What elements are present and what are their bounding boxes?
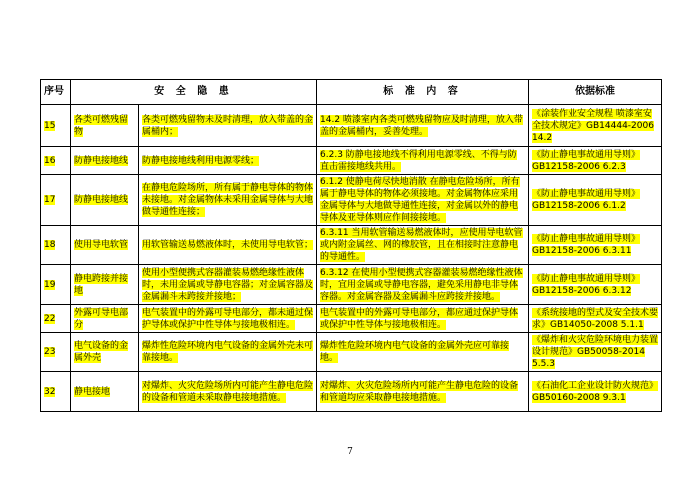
standard-text: 6.1.2 使静电荷尽快地消散 在静电危险场所，所有属于静电导体的物体必须接地。对金属物体应采用金属导体与大地做导通性连接，对金属以外的静电导体及亚导体则应作间接接地。 xyxy=(320,177,520,223)
table-header-row xyxy=(41,80,662,105)
item-name xyxy=(71,105,139,147)
header-hazard: 安 全 隐 患 xyxy=(71,80,317,105)
item-name-text: 静电接地 xyxy=(74,386,111,397)
standard-text: 6.3.11 当用软管输送易燃液体时，应使用导电软管或内附金属丝、网的橡胶管，且在相接时注意静电的导通性。 xyxy=(320,228,523,262)
header-standard: 标 准 内 容 xyxy=(317,80,529,105)
item-name xyxy=(71,333,139,372)
table-row xyxy=(41,333,662,372)
table-row xyxy=(41,372,662,412)
basis-text: 《防止静电事故通用导则》GB12158-2006 6.2.3 xyxy=(532,149,641,172)
standard-cell xyxy=(317,226,529,265)
header-no: 序号 xyxy=(41,80,71,105)
row-number xyxy=(41,105,71,147)
hazard-text: 使用小型便携式容器灌装易燃绝缘性液体时，未用金属或导静电容器；对金属容器及金属漏斗未跨接并接地； xyxy=(142,267,314,302)
hazard-text: 在静电危险场所，所有属于静电导体的物体未接地。对金属物体未采用金属导体与大地做导通性连接； xyxy=(142,183,314,217)
basis-text: 《防止静电事故通用导则》GB12158-2006 6.3.12 xyxy=(532,273,641,296)
row-number-text: 32 xyxy=(44,386,56,397)
basis-cell xyxy=(529,305,662,333)
table-row xyxy=(41,226,662,265)
item-name-text: 电气设备的金属外壳 xyxy=(74,341,129,363)
row-number xyxy=(41,372,71,412)
standard-cell xyxy=(317,305,529,333)
basis-text: 《石油化工企业设计防火规范》GB50160-2008 9.3.1 xyxy=(532,380,659,403)
standard-cell xyxy=(317,265,529,305)
hazard-cell xyxy=(139,175,317,226)
standard-cell xyxy=(317,175,529,226)
item-name xyxy=(71,147,139,175)
row-number xyxy=(41,333,71,372)
standard-cell xyxy=(317,333,529,372)
item-name-text: 静电跨接并接地 xyxy=(74,273,129,296)
item-name-text: 外露可导电部分 xyxy=(74,307,129,330)
hazard-table xyxy=(40,79,662,412)
table-row xyxy=(41,105,662,147)
item-name-text: 使用导电软管 xyxy=(74,240,129,250)
standard-text: 6.3.12 在使用小型便携式容器灌装易燃绝缘性液体时，宜用金属或导静电容器，避免采用静电非导体容器。对金属容器及金属漏斗应跨接并接地。 xyxy=(320,267,523,302)
row-number-text: 19 xyxy=(44,279,56,290)
basis-text: 《防止静电事故通用导则》GB12158-2006 6.1.2 xyxy=(532,189,641,211)
hazard-cell xyxy=(139,265,317,305)
row-number-text: 15 xyxy=(44,120,56,131)
basis-cell xyxy=(529,147,662,175)
hazard-text: 防静电接地线利用电源零线； xyxy=(142,155,260,166)
standard-text: 电气装置中的外露可导电部分，都应通过保护导体或保护中性导体与接地极相连。 xyxy=(320,307,519,330)
hazard-cell xyxy=(139,105,317,147)
item-name xyxy=(71,372,139,412)
hazard-cell xyxy=(139,226,317,265)
hazard-text: 爆炸性危险环境内电气设备的金属外壳未可靠接地。 xyxy=(142,341,314,363)
basis-text: 《涂装作业安全规程 喷漆室安全技术规定》GB14444-2006 14.2 xyxy=(532,108,654,143)
basis-text: 《防止静电事故通用导则》GB12158-2006 6.3.11 xyxy=(532,234,641,256)
item-name xyxy=(71,305,139,333)
row-number-text: 18 xyxy=(44,240,56,250)
item-name-text: 防静电接地线 xyxy=(74,155,129,166)
item-name-text: 各类可燃残留物 xyxy=(74,114,129,137)
basis-cell xyxy=(529,175,662,226)
basis-cell xyxy=(529,226,662,265)
row-number xyxy=(41,147,71,175)
hazard-cell xyxy=(139,147,317,175)
standard-text: 爆炸性危险环境内电气设备的金属外壳应可靠接地。 xyxy=(320,341,510,363)
item-name xyxy=(71,226,139,265)
table-row xyxy=(41,175,662,226)
item-name xyxy=(71,175,139,226)
row-number-text: 16 xyxy=(44,155,56,166)
table-row xyxy=(41,305,662,333)
header-basis: 依据标准 xyxy=(529,80,662,105)
standard-text: 对爆炸、火灾危险场所内可能产生静电危险的设备和管道均应采取静电接地措施。 xyxy=(320,380,519,403)
item-name xyxy=(71,265,139,305)
hazard-text: 对爆炸、火灾危险场所内可能产生静电危险的设备和管道未采取静电接地措施。 xyxy=(142,380,314,403)
table-row xyxy=(41,147,662,175)
row-number xyxy=(41,265,71,305)
basis-text: 《爆炸和火灾危险环境电力装置设计规范》GB50058-2014 5.5.3 xyxy=(532,335,659,369)
row-number-text: 17 xyxy=(44,195,56,205)
basis-cell xyxy=(529,333,662,372)
basis-cell xyxy=(529,265,662,305)
row-number xyxy=(41,175,71,226)
hazard-text: 电气装置中的外露可导电部分，都未通过保护导体或保护中性导体与接地极相连。 xyxy=(142,307,314,330)
table-row xyxy=(41,265,662,305)
row-number-text: 23 xyxy=(44,347,56,357)
row-number-text: 22 xyxy=(44,313,56,324)
row-number xyxy=(41,305,71,333)
hazard-cell xyxy=(139,333,317,372)
standard-cell xyxy=(317,105,529,147)
standard-cell xyxy=(317,372,529,412)
item-name-text: 防静电接地线 xyxy=(74,195,129,205)
standard-cell xyxy=(317,147,529,175)
hazard-cell xyxy=(139,372,317,412)
row-number xyxy=(41,226,71,265)
standard-text: 14.2 喷漆室内各类可燃残留物应及时清理，放入带盖的金属桶内，妥善处理。 xyxy=(320,114,523,137)
standard-text: 6.2.3 防静电接地线不得利用电源零线、不得与防直击雷接地线共用。 xyxy=(320,149,517,172)
hazard-text: 各类可燃残留物未及时清理，放入带盖的金属桶内； xyxy=(142,114,314,137)
basis-cell xyxy=(529,105,662,147)
basis-cell xyxy=(529,372,662,412)
basis-text: 《系统接地的型式及安全技术要求》GB14050-2008 5.1.1 xyxy=(532,307,659,330)
page-number: 7 xyxy=(347,447,353,457)
hazard-text: 用软管输送易燃液体时，未使用导电软管； xyxy=(142,240,314,250)
hazard-cell xyxy=(139,305,317,333)
